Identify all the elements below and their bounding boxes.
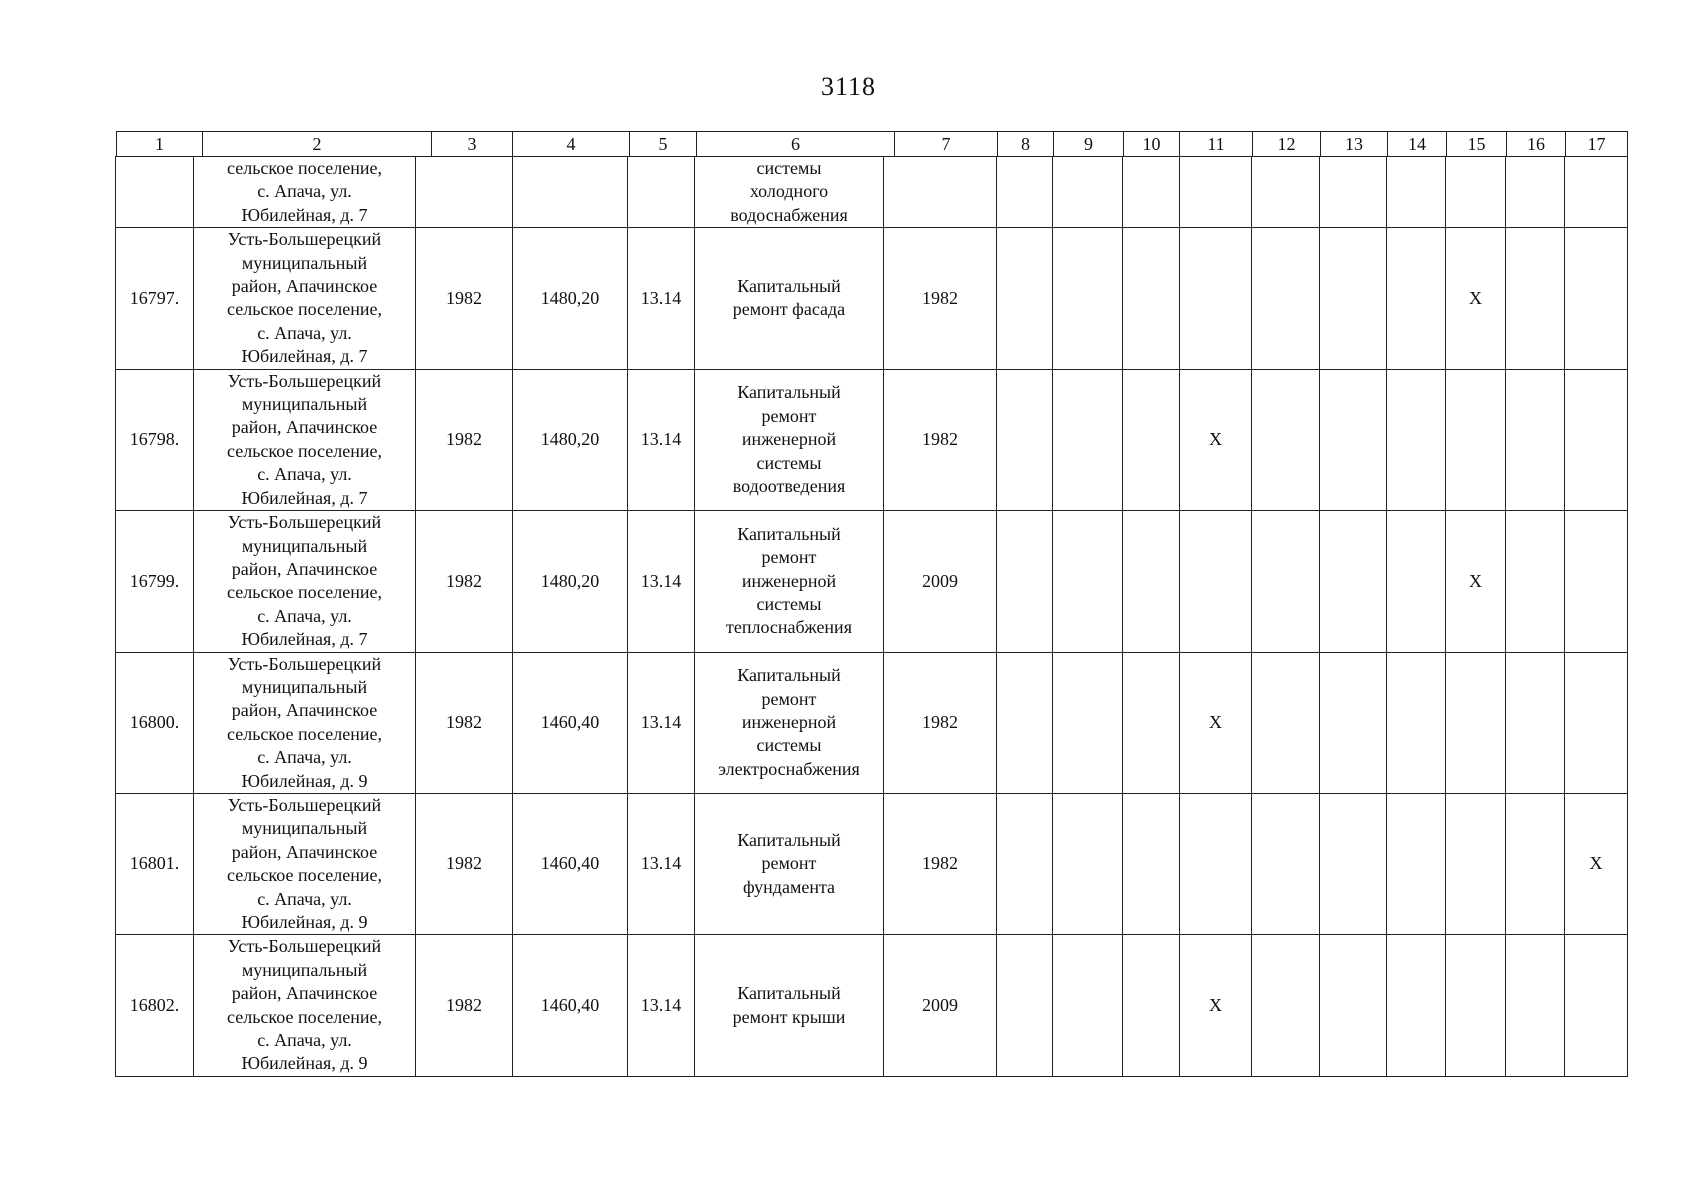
work-type-cell	[695, 157, 884, 228]
column-header: 9	[1054, 132, 1124, 157]
work-type-cell	[695, 228, 884, 369]
address-line: муниципальный	[241, 676, 368, 697]
column-header: 8	[998, 132, 1054, 157]
mark-cell	[1252, 652, 1320, 793]
mark-cell	[1123, 935, 1180, 1076]
address-line: с. Апача, ул.	[257, 1030, 352, 1051]
mark-cell	[997, 228, 1053, 369]
mark-cell: X	[1180, 935, 1252, 1076]
work-type-line: водоотведения	[732, 475, 846, 496]
repair-program-table	[115, 156, 1628, 1077]
mark-cell	[1180, 228, 1252, 369]
table-row	[116, 935, 1628, 1076]
column-header: 2	[203, 132, 432, 157]
mark-cell	[1506, 793, 1565, 934]
mark-cell	[997, 157, 1053, 228]
work-type-line: Капитальный	[737, 276, 841, 297]
address-line: Усть-Большерецкий	[227, 229, 382, 250]
mark-cell	[1387, 793, 1446, 934]
mark-cell	[1565, 228, 1628, 369]
mark-cell	[1320, 511, 1387, 652]
mark-cell	[1123, 652, 1180, 793]
mark-cell	[1123, 793, 1180, 934]
mark-cell	[1320, 793, 1387, 934]
work-type-line: инженерной	[741, 712, 837, 733]
address-cell	[194, 652, 416, 793]
address-line: Юбилейная, д. 9	[241, 770, 368, 791]
address-line: Юбилейная, д. 7	[241, 487, 368, 508]
work-type-line: ремонт крыши	[732, 1006, 846, 1027]
address-cell	[194, 511, 416, 652]
work-type-line: системы	[756, 452, 822, 473]
year-cell: 1982	[416, 935, 513, 1076]
column-header: 13	[1321, 132, 1388, 157]
column-number-header	[116, 131, 1628, 157]
address-line: Усть-Большерецкий	[227, 512, 382, 533]
work-type-line: Капитальный	[737, 382, 841, 403]
mark-cell: X	[1446, 511, 1506, 652]
mark-cell	[1053, 935, 1123, 1076]
area-cell: 1460,40	[513, 935, 628, 1076]
address-line: Усть-Большерецкий	[227, 653, 382, 674]
column-header: 11	[1180, 132, 1253, 157]
work-type-line: инженерной	[741, 429, 837, 450]
code-cell: 13.14	[628, 511, 695, 652]
year-cell: 1982	[416, 652, 513, 793]
address-line: Юбилейная, д. 7	[241, 629, 368, 650]
address-line: Усть-Большерецкий	[227, 936, 382, 957]
page-number: 3118	[820, 72, 877, 101]
mark-cell	[997, 935, 1053, 1076]
row-number-cell: 16801.	[116, 793, 194, 934]
mark-cell	[1123, 511, 1180, 652]
mark-cell	[1053, 157, 1123, 228]
mark-cell	[1446, 793, 1506, 934]
address-line: район, Апачинское	[231, 700, 378, 721]
year-cell: 1982	[416, 793, 513, 934]
mark-cell	[1320, 157, 1387, 228]
mark-cell	[1446, 369, 1506, 510]
mark-cell	[1565, 157, 1628, 228]
address-line: сельское поселение,	[227, 582, 382, 603]
mark-cell	[1446, 157, 1506, 228]
address-line: район, Апачинское	[231, 417, 378, 438]
mark-cell	[1053, 228, 1123, 369]
work-type-cell	[695, 511, 884, 652]
address-line: сельское поселение,	[227, 158, 382, 178]
row-number-cell: 16797.	[116, 228, 194, 369]
work-year-cell: 1982	[884, 369, 997, 510]
table-row	[116, 511, 1628, 652]
column-header: 5	[630, 132, 697, 157]
column-header: 15	[1447, 132, 1507, 157]
code-cell	[628, 157, 695, 228]
table-row	[116, 228, 1628, 369]
work-type-line: системы	[756, 158, 822, 178]
address-line: муниципальный	[241, 535, 368, 556]
work-type-line: водоснабжения	[730, 204, 848, 225]
address-cell	[194, 157, 416, 228]
column-header: 16	[1507, 132, 1566, 157]
work-year-cell: 2009	[884, 511, 997, 652]
address-line: Усть-Большерецкий	[227, 370, 382, 391]
work-type-line: ремонт	[761, 405, 817, 426]
address-line: район, Апачинское	[231, 983, 378, 1004]
address-cell	[194, 228, 416, 369]
work-type-line: фундамента	[742, 876, 836, 897]
mark-cell	[1123, 369, 1180, 510]
address-line: Юбилейная, д. 7	[241, 204, 368, 225]
address-line: с. Апача, ул.	[257, 322, 352, 343]
table-row	[116, 369, 1628, 510]
year-cell: 1982	[416, 369, 513, 510]
work-type-line: Капитальный	[737, 665, 841, 686]
address-line: сельское поселение,	[227, 440, 382, 461]
address-line: район, Апачинское	[231, 558, 378, 579]
mark-cell	[997, 369, 1053, 510]
work-type-line: Капитальный	[737, 523, 841, 544]
address-cell	[194, 369, 416, 510]
work-type-line: Капитальный	[737, 983, 841, 1004]
column-header: 3	[432, 132, 513, 157]
mark-cell	[1180, 511, 1252, 652]
work-type-line: системы	[756, 594, 822, 615]
work-type-line: ремонт	[761, 853, 817, 874]
work-type-cell	[695, 652, 884, 793]
area-cell: 1480,20	[513, 228, 628, 369]
column-header: 12	[1253, 132, 1321, 157]
work-type-line: холодного	[749, 181, 829, 202]
mark-cell	[1387, 228, 1446, 369]
mark-cell	[1387, 511, 1446, 652]
address-line: район, Апачинское	[231, 276, 378, 297]
address-line: муниципальный	[241, 959, 368, 980]
mark-cell	[1180, 157, 1252, 228]
address-line: муниципальный	[241, 252, 368, 273]
address-cell	[194, 935, 416, 1076]
area-cell: 1480,20	[513, 369, 628, 510]
table-row	[116, 652, 1628, 793]
mark-cell	[1252, 793, 1320, 934]
mark-cell	[1446, 935, 1506, 1076]
work-year-cell: 1982	[884, 793, 997, 934]
mark-cell	[1387, 369, 1446, 510]
address-line: муниципальный	[241, 818, 368, 839]
table-row	[116, 793, 1628, 934]
mark-cell	[1123, 228, 1180, 369]
address-line: сельское поселение,	[227, 723, 382, 744]
work-type-cell	[695, 935, 884, 1076]
address-line: с. Апача, ул.	[257, 181, 352, 202]
address-line: Юбилейная, д. 9	[241, 1053, 368, 1074]
work-type-cell	[695, 369, 884, 510]
mark-cell	[997, 652, 1053, 793]
mark-cell	[1053, 511, 1123, 652]
column-header: 10	[1124, 132, 1180, 157]
address-line: Юбилейная, д. 9	[241, 912, 368, 932]
work-year-cell: 1982	[884, 228, 997, 369]
address-line: сельское поселение,	[227, 1006, 382, 1027]
address-line: с. Апача, ул.	[257, 464, 352, 485]
column-header: 4	[513, 132, 630, 157]
mark-cell: X	[1565, 793, 1628, 934]
mark-cell	[1506, 511, 1565, 652]
mark-cell	[1053, 793, 1123, 934]
code-cell: 13.14	[628, 228, 695, 369]
address-line: район, Апачинское	[231, 841, 378, 862]
work-type-line: системы	[756, 735, 822, 756]
mark-cell	[997, 793, 1053, 934]
mark-cell	[1252, 935, 1320, 1076]
work-type-line: ремонт фасада	[732, 299, 846, 320]
mark-cell: X	[1446, 228, 1506, 369]
mark-cell	[1565, 652, 1628, 793]
address-cell	[194, 793, 416, 934]
code-cell: 13.14	[628, 652, 695, 793]
work-type-line: теплоснабжения	[726, 617, 852, 638]
mark-cell	[1565, 935, 1628, 1076]
mark-cell	[1506, 369, 1565, 510]
mark-cell	[1320, 369, 1387, 510]
column-header: 14	[1388, 132, 1447, 157]
mark-cell	[1506, 935, 1565, 1076]
mark-cell	[1180, 793, 1252, 934]
year-cell: 1982	[416, 228, 513, 369]
work-type-line: ремонт	[761, 688, 817, 709]
mark-cell	[1387, 157, 1446, 228]
code-cell: 13.14	[628, 793, 695, 934]
column-header: 1	[117, 132, 203, 157]
mark-cell	[1123, 157, 1180, 228]
mark-cell	[1053, 652, 1123, 793]
mark-cell	[1320, 652, 1387, 793]
mark-cell	[997, 511, 1053, 652]
mark-cell	[1252, 228, 1320, 369]
work-year-cell: 1982	[884, 652, 997, 793]
year-cell	[416, 157, 513, 228]
work-type-line: Капитальный	[737, 830, 841, 851]
mark-cell	[1387, 652, 1446, 793]
mark-cell	[1506, 157, 1565, 228]
work-type-line: инженерной	[741, 570, 837, 591]
work-year-cell: 2009	[884, 935, 997, 1076]
mark-cell	[1252, 511, 1320, 652]
work-year-cell	[884, 157, 997, 228]
mark-cell	[1252, 157, 1320, 228]
area-cell: 1480,20	[513, 511, 628, 652]
area-cell	[513, 157, 628, 228]
address-line: Юбилейная, д. 7	[241, 346, 368, 367]
column-header: 7	[895, 132, 998, 157]
row-number-cell: 16802.	[116, 935, 194, 1076]
header-row	[117, 132, 1628, 157]
address-line: сельское поселение,	[227, 865, 382, 886]
mark-cell	[1320, 228, 1387, 369]
mark-cell	[1320, 935, 1387, 1076]
code-cell: 13.14	[628, 935, 695, 1076]
row-number-cell: 16798.	[116, 369, 194, 510]
address-line: муниципальный	[241, 394, 368, 415]
column-header: 6	[697, 132, 895, 157]
work-type-line: электроснабжения	[718, 758, 860, 779]
mark-cell	[1053, 369, 1123, 510]
mark-cell	[1252, 369, 1320, 510]
work-type-cell	[695, 793, 884, 934]
address-line: сельское поселение,	[227, 299, 382, 320]
mark-cell	[1565, 369, 1628, 510]
mark-cell: X	[1180, 652, 1252, 793]
mark-cell	[1387, 935, 1446, 1076]
mark-cell	[1565, 511, 1628, 652]
area-cell: 1460,40	[513, 652, 628, 793]
row-number-cell: 16800.	[116, 652, 194, 793]
work-type-line: ремонт	[761, 547, 817, 568]
code-cell: 13.14	[628, 369, 695, 510]
area-cell: 1460,40	[513, 793, 628, 934]
table-row	[116, 157, 1628, 228]
mark-cell: X	[1180, 369, 1252, 510]
year-cell: 1982	[416, 511, 513, 652]
address-line: с. Апача, ул.	[257, 747, 352, 768]
address-line: Усть-Большерецкий	[227, 794, 382, 815]
row-number-cell: 16799.	[116, 511, 194, 652]
address-line: с. Апача, ул.	[257, 888, 352, 909]
address-line: с. Апача, ул.	[257, 605, 352, 626]
mark-cell	[1506, 228, 1565, 369]
mark-cell	[1506, 652, 1565, 793]
row-number-cell	[116, 157, 194, 228]
column-header: 17	[1566, 132, 1628, 157]
mark-cell	[1446, 652, 1506, 793]
